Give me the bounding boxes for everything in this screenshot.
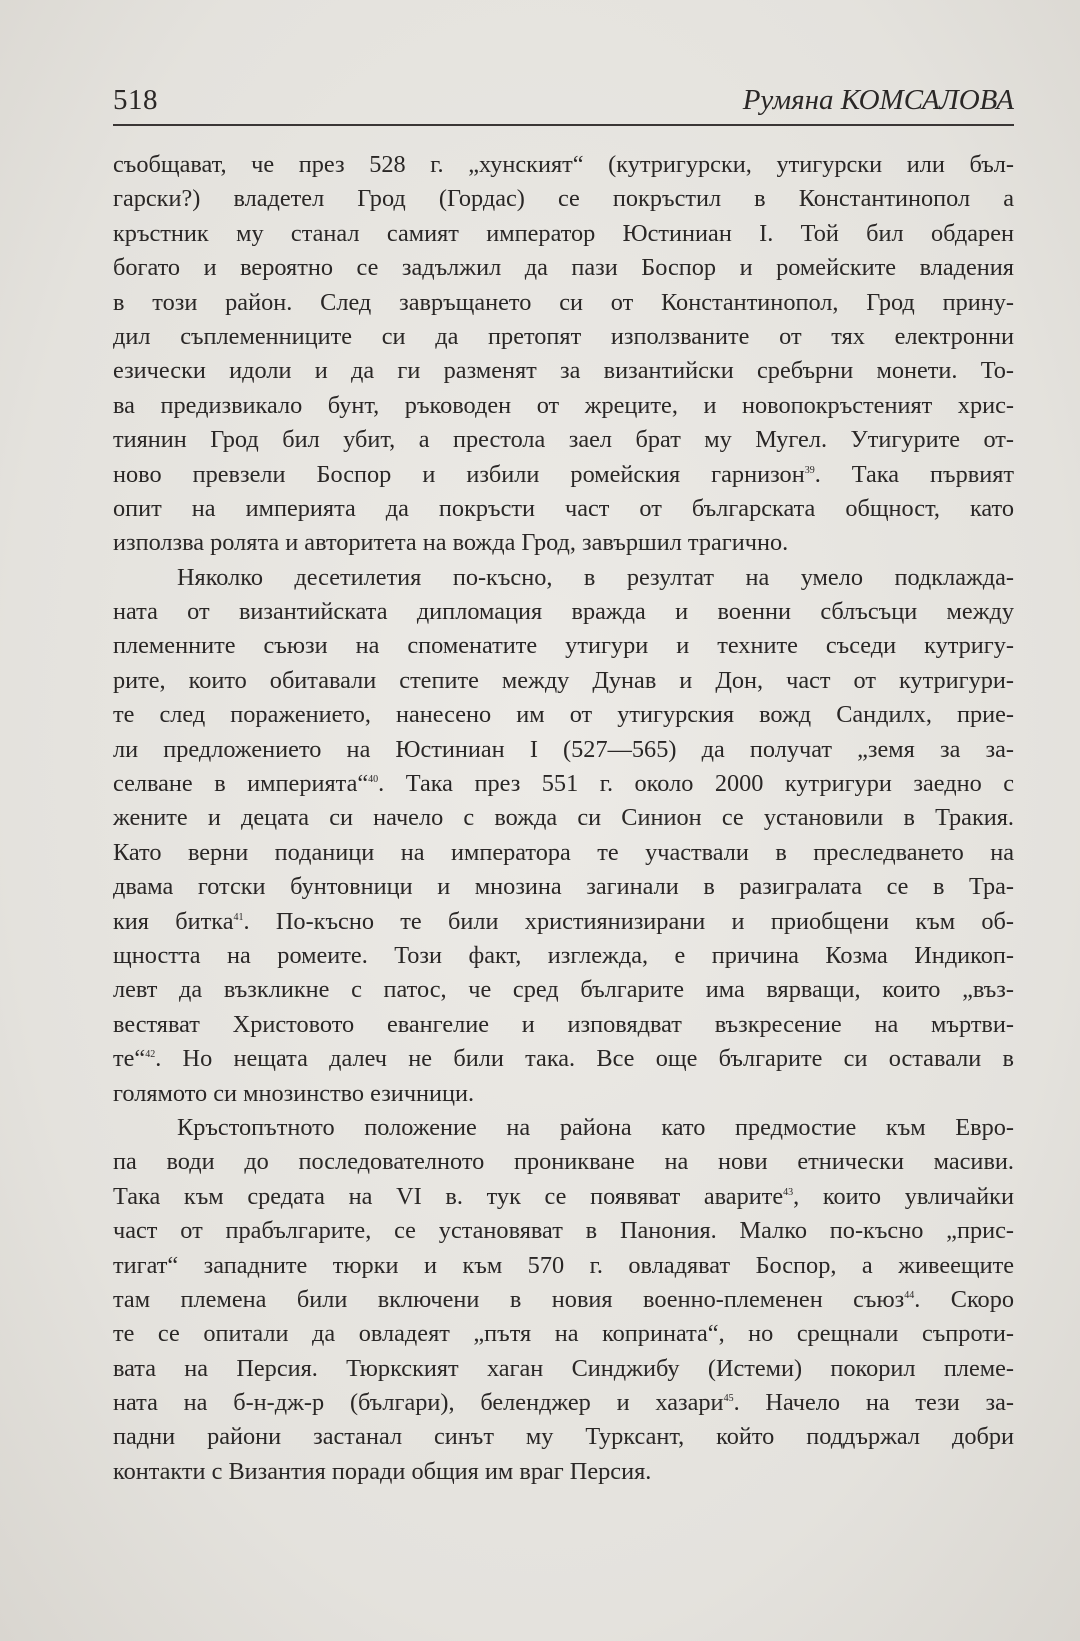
text-line: част от прабългарите, се установяват в Панония. Малко по-късно „прис- [113,1217,1014,1245]
footnote-ref: 41 [233,911,244,923]
header-rule [113,124,1014,126]
paragraph-start-line: Кръстопътното положение на района като предмостие към Евро- [177,1113,1014,1141]
text-line: използва ролята и авторитета на вожда Грод, завършил трагично. [113,529,789,557]
text-line: ва предизвикало бунт, ръководен от жреците, и новопокръстеният хрис- [113,391,1014,419]
text-line: щността на ромеите. Този факт, изглежда, е причина Козма Индикоп- [113,941,1014,969]
footnote-ref: 40 [368,774,379,786]
text-line: контакти с Византия поради общия им враг Персия. [113,1457,652,1485]
text-line: ната на б-н-дж-р (българи), беленджер и хазари$^{45}$. Начело на тези за- [113,1389,1014,1417]
text-line: ната от византийската дипломация вражда и военни сблъсъци между [113,598,1014,626]
text-line: те се опитали да овладеят „пътя на коприната“, но срещнали съпроти- [113,1320,1014,1348]
text-line: гарски?) владетел Грод (Гордас) се покръстил в Константинопол а [113,185,1014,213]
text-line: вестяват Христовото евангелие и изповядват възкресение на мъртви- [113,1010,1014,1038]
footnote-ref: 45 [723,1393,734,1405]
text-line: двама готски бунтовници и мнозина загинали в разигралата се в Тра- [113,873,1014,901]
text-line: те след поражението, нанесено им от утигурския вожд Сандилх, прие- [113,701,1014,729]
text-line: па води до последователното проникване на нови етнически масиви. [113,1148,1014,1176]
running-header [113,84,1014,126]
text-line: жените и децата си начело с вожда си Синион се установили в Тракия. [113,804,1014,832]
text-line: падни райони застанал синът му Турксант, който поддържал добри [113,1423,1014,1451]
footnote-ref: 42 [145,1049,156,1061]
text-line: в този район. След завръщането си от Константинопол, Грод прину- [113,288,1014,316]
text-line: тиянин Грод бил убит, а престола заел брат му Мугел. Утигурите от- [113,426,1014,454]
page-number: 518 [113,84,158,116]
running-head-author: Румяна КОМСАЛОВА [742,84,1014,116]
text-line: съобщават, че през 528 г. „хунският“ (кутригурски, утигурски или бъл- [113,151,1014,178]
footnote-ref: 43 [783,1186,794,1198]
text-line: ново превзели Боспор и избили ромейския гарнизон$^{39}$. Така първият [113,460,1015,488]
text-line: там племена били включени в новия военно-племенен съюз$^{44}$. Скоро [113,1285,1014,1313]
text-line: селване в империята“$^{40}$. Така през 551 г. около 2000 кутригури заедно с [113,770,1014,798]
footnote-ref: 44 [904,1289,915,1301]
text-line: тигат“ западните тюрки и към 570 г. овладяват Боспор, а живеещите [113,1251,1014,1279]
text-line: богато и вероятно се задължил да пази Боспор и ромейските владения [113,254,1014,282]
text-line: голямото си мнозинство езичници. [113,1079,475,1107]
text-line: опит на империята да покръсти част от българската общност, като [113,494,1014,522]
text-line: племенните съюзи на споменатите утигури и техните съседи кутригу- [113,632,1014,660]
text-line: левт да възкликне с патос, че сред българите има вярващи, които „въз- [113,976,1014,1004]
text-line: дил съплеменниците си да претопят използваните от тях електронни [113,322,1014,350]
text-line: вата на Персия. Тюркският хаган Синджибу (Истеми) покорил племе- [113,1354,1014,1382]
footnote-ref: 39 [804,464,815,476]
body-text [113,148,1014,1489]
paragraph-start-line: Няколко десетилетия по-късно, в резултат на умело подклажда- [177,563,1014,591]
text-line: Като верни поданици на императора те участвали в преследването на [113,838,1014,866]
text-line: ли предложението на Юстиниан I (527—565) да получат „земя за за- [113,735,1014,763]
text-line: езически идоли и да ги разменят за византийски сребърни монети. То- [113,357,1014,385]
text-line: рите, които обитавали степите между Дунав и Дон, част от кутригури- [113,666,1014,694]
text-line: те“$^{42}$. Но нещата далеч не били така. Все още българите си оставали в [113,1045,1014,1073]
text-line: кия битка$^{41}$. По-късно те били християнизирани и приобщени към об- [113,907,1014,935]
text-line: кръстник му станал самият император Юстиниан I. Той бил обдарен [113,219,1014,247]
text-line: Така към средата на VI в. тук се появяват аварите$^{43}$, които увличайки [113,1182,1014,1210]
